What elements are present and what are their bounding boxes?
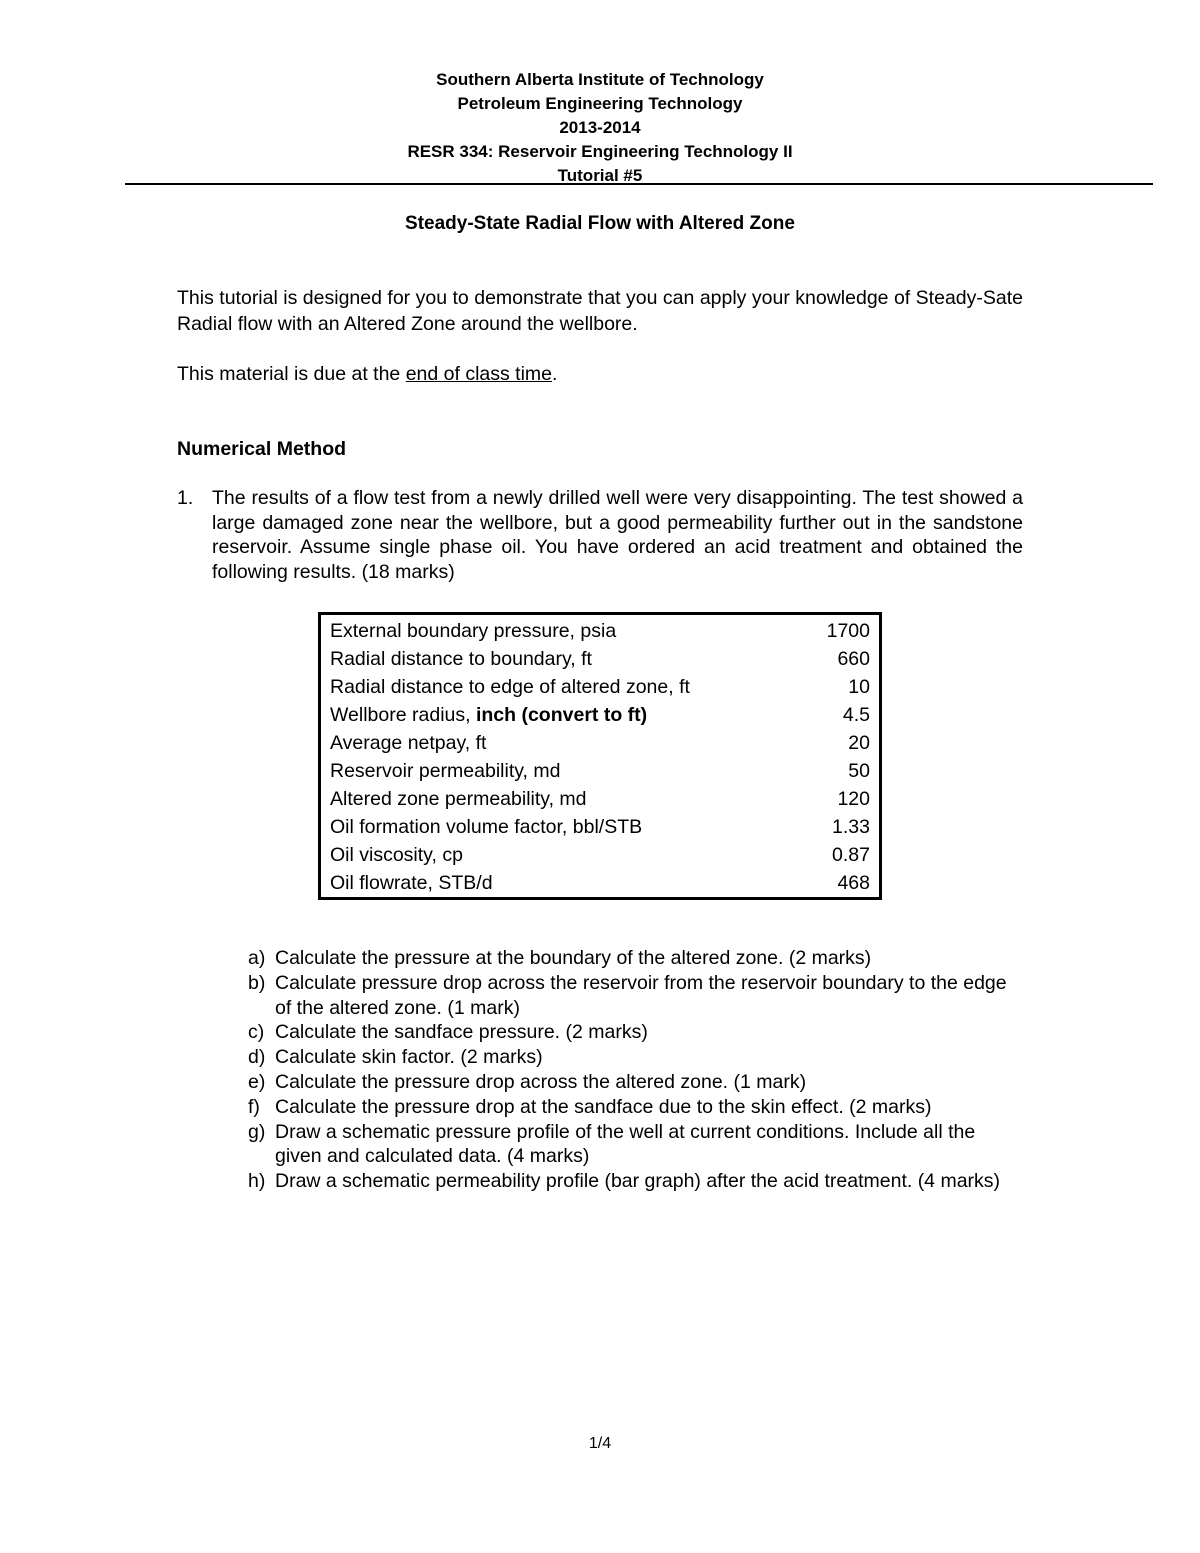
question-number: 1. xyxy=(177,487,194,509)
part-label: d) xyxy=(248,1046,266,1069)
parameters-table xyxy=(318,612,882,900)
parameter-value: 4.5 xyxy=(842,704,870,726)
list-item xyxy=(248,971,1024,1021)
part-label: b) xyxy=(248,971,266,994)
table-row xyxy=(320,757,881,785)
part-label: h) xyxy=(248,1170,266,1193)
parameter-label xyxy=(320,869,801,899)
due-emphasis: end of class time xyxy=(405,363,553,385)
question-text: The results of a flow test from a newly drilled well were very disappointing. The test showed a large damaged zone near the wellbore, but a good permeability further out in the sandstone reservoir. Assume single phase oil. You have ordered an acid treatment and obtained the following results. (18 marks) xyxy=(212,487,1023,583)
institution-name: Southern Alberta Institute of Technology xyxy=(436,70,764,89)
parameter-label xyxy=(320,757,801,785)
part-label: e) xyxy=(248,1070,266,1093)
part-label: a) xyxy=(248,947,266,969)
list-item xyxy=(248,1120,1024,1170)
table-row xyxy=(320,869,881,899)
parameter-label xyxy=(320,645,801,673)
parameter-value: 50 xyxy=(848,760,870,782)
parameter-value: 120 xyxy=(837,788,870,810)
parameter-label xyxy=(320,841,801,869)
page-number: 1/4 xyxy=(588,1435,612,1452)
parameter-label-text: Reservoir permeability, md xyxy=(330,760,561,782)
parameter-label xyxy=(320,729,801,757)
part-text: Calculate the sandface pressure. (2 marks) xyxy=(275,1021,648,1044)
parameter-label xyxy=(320,813,801,841)
parameter-value: 660 xyxy=(837,648,870,670)
due-suffix: . xyxy=(552,363,558,385)
part-text: Calculate skin factor. (2 marks) xyxy=(275,1046,543,1069)
part-label: f) xyxy=(248,1095,260,1118)
parameter-label-text: Average netpay, ft xyxy=(330,732,487,754)
parameter-value: 0.87 xyxy=(832,844,870,866)
course-name: RESR 334: Reservoir Engineering Technology II xyxy=(407,142,793,161)
table-row xyxy=(320,785,881,813)
section-heading: Numerical Method xyxy=(177,438,347,460)
part-text: Calculate the pressure drop at the sandface due to the skin effect. (2 marks) xyxy=(275,1095,932,1118)
parameter-label xyxy=(320,701,801,729)
part-text: Draw a schematic pressure profile of the well at current conditions. Include all the given and calculated data. (4 marks) xyxy=(275,1120,976,1168)
parameter-value: 1.33 xyxy=(832,816,870,838)
table-row xyxy=(320,701,881,729)
part-label: g) xyxy=(248,1120,266,1143)
intro-paragraph: This tutorial is designed for you to demonstrate that you can apply your knowledge of Steady-Sate Radial flow with an Altered Zone around the wellbore. xyxy=(177,287,1023,335)
parameter-label-emphasis: inch (convert to ft) xyxy=(475,704,648,726)
parameter-label-text: Radial distance to edge of altered zone, ft xyxy=(330,676,690,698)
list-item xyxy=(248,1020,1024,1045)
part-text: Draw a schematic permeability profile (bar graph) after the acid treatment. (4 marks) xyxy=(275,1170,1001,1193)
table-row xyxy=(320,813,881,841)
parameter-value: 20 xyxy=(848,732,870,754)
part-label: c) xyxy=(248,1021,265,1044)
table-row xyxy=(320,614,881,646)
table-row xyxy=(320,645,881,673)
header-divider xyxy=(125,183,1153,185)
parameter-label-text: Oil formation volume factor, bbl/STB xyxy=(330,816,643,838)
list-item xyxy=(248,1070,1024,1095)
part-text: Calculate the pressure drop across the altered zone. (1 mark) xyxy=(275,1070,807,1093)
list-item xyxy=(248,1095,1024,1120)
part-text: Calculate pressure drop across the reservoir from the reservoir boundary to the edge of the altered zone. (1 mark) xyxy=(275,971,1007,1019)
parameter-value: 468 xyxy=(837,872,870,894)
parameter-label-text: Oil flowrate, STB/d xyxy=(330,872,493,894)
document-header xyxy=(125,68,1075,188)
parameter-label xyxy=(320,785,801,813)
question-parts-list xyxy=(248,946,1024,1194)
parameter-label-text: Wellbore radius, xyxy=(330,704,476,726)
parameter-label-text: Radial distance to boundary, ft xyxy=(330,648,592,670)
parameter-value: 1700 xyxy=(826,620,870,642)
part-text: Calculate the pressure at the boundary of the altered zone. (2 marks) xyxy=(275,947,872,969)
page-title: Steady-State Radial Flow with Altered Zone xyxy=(405,213,795,234)
table-row xyxy=(320,673,881,701)
due-prefix: This material is due at the xyxy=(177,363,406,385)
due-statement xyxy=(177,361,1023,387)
parameter-label-text: Oil viscosity, cp xyxy=(330,844,463,866)
parameter-label xyxy=(320,614,801,646)
list-item xyxy=(248,1169,1024,1194)
tutorial-number: Tutorial #5 xyxy=(557,166,643,185)
parameter-label xyxy=(320,673,801,701)
table-row xyxy=(320,729,881,757)
academic-year: 2013-2014 xyxy=(559,118,641,137)
parameter-value: 10 xyxy=(848,676,870,698)
parameter-label-text: External boundary pressure, psia xyxy=(330,620,617,642)
table-row xyxy=(320,841,881,869)
program-name: Petroleum Engineering Technology xyxy=(457,94,743,113)
list-item xyxy=(248,946,1024,971)
parameter-label-text: Altered zone permeability, md xyxy=(330,788,587,810)
list-item xyxy=(248,1045,1024,1070)
